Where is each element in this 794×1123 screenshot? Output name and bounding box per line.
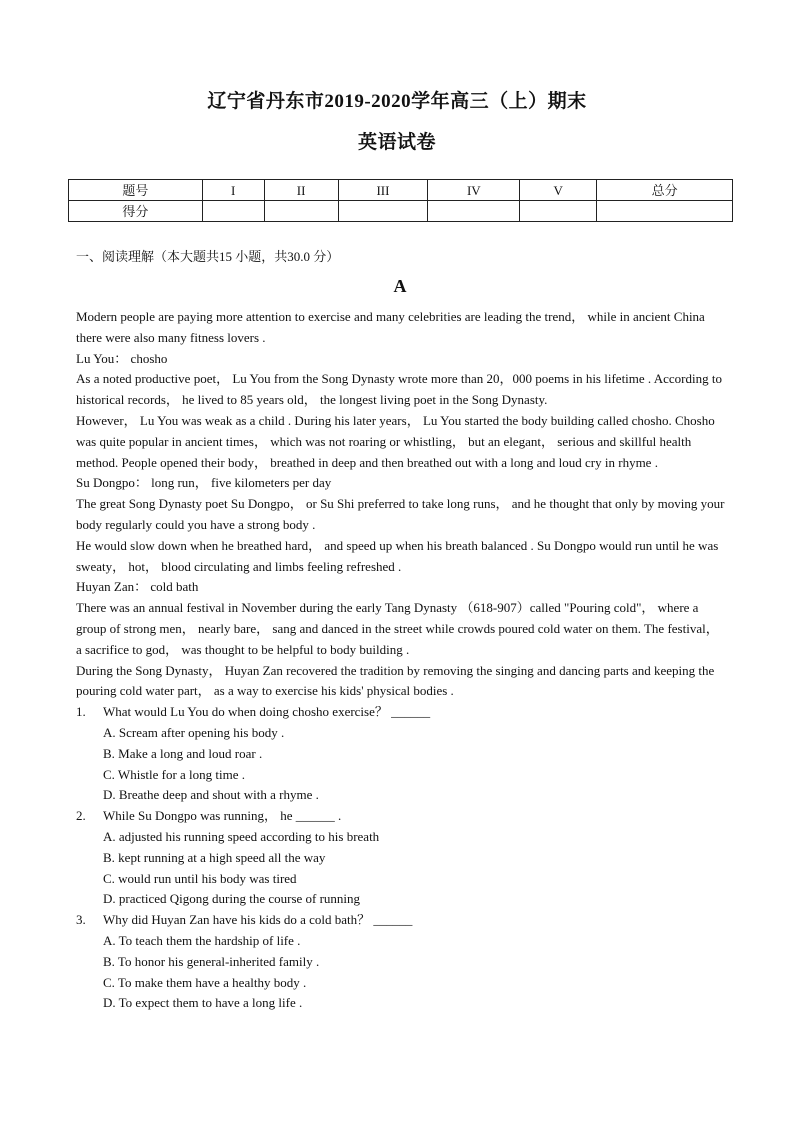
question-stem: Why did Huyan Zan have his kids do a cold bath？ ______ xyxy=(103,912,413,928)
score-cell: V xyxy=(520,180,597,201)
paragraph: Modern people are paying more attention to exercise and many celebrities are leading the trend， while in ancient China there were also many fitness lovers . xyxy=(76,309,705,345)
score-cell: III xyxy=(338,180,428,201)
question-number: 3. xyxy=(76,912,86,928)
option: B. To honor his general-inherited family . xyxy=(103,953,320,969)
question-stem: What would Lu You do when doing chosho exercise？ ______ xyxy=(103,704,431,720)
paragraph: However， Lu You was weak as a child . During his later years， Lu You started the body building called chosho. Chosho was quite popular in ancient times， which was not roaring or whistling， but an elegant， serious and skillful health method. People opened their body， breathed in deep and then breathed out with a long and loud cry in rhyme . xyxy=(76,412,715,470)
paragraph: He would slow down when he breathed hard， and speed up when his breath balanced . Su Dongpo would run until he was sweaty， hot， blood circulating and limbs feeling refreshed . xyxy=(76,537,719,574)
score-cell xyxy=(520,201,597,222)
paragraph: There was an annual festival in November during the early Tang Dynasty （618-907）called "Pouring cold"， where a group of strong men， nearly bare， sang and danced in the street while crowds poured cold water on them. The festival， a sacrifice to god， was thought to be helpful to body building . xyxy=(76,600,719,657)
question-number: 1. xyxy=(76,704,86,720)
paragraph: Su Dongpo： long run， five kilometers per day xyxy=(76,475,332,491)
score-cell xyxy=(338,201,428,222)
score-cell xyxy=(202,201,264,222)
option: D. practiced Qigong during the course of running xyxy=(103,891,361,907)
score-cell: IV xyxy=(428,180,520,201)
paragraph: Huyan Zan： cold bath xyxy=(76,579,199,595)
option: D. To expect them to have a long life . xyxy=(103,995,303,1011)
score-cell: I xyxy=(202,180,264,201)
option: A. To teach them the hardship of life . xyxy=(103,932,301,948)
document-subtitle: 英语试卷 xyxy=(357,132,436,153)
option: B. Make a long and loud roar . xyxy=(103,745,263,761)
option: C. Whistle for a long time . xyxy=(103,766,246,782)
document-title: 辽宁省丹东市2019-2020学年高三（上）期末 xyxy=(207,91,587,112)
question-3 xyxy=(76,910,726,1014)
option: C. To make them have a healthy body . xyxy=(103,974,307,990)
score-cell: 总分 xyxy=(597,180,733,201)
option: D. Breathe deep and shout with a rhyme . xyxy=(103,787,319,803)
section-heading: 一、阅读理解（本大题共15 小题，共30.0 分） xyxy=(76,249,340,264)
option: A. adjusted his running speed according to his breath xyxy=(103,828,380,844)
paragraph: The great Song Dynasty poet Su Dongpo， or Su Shi preferred to take long runs， and he thought that only by moving your body regularly could you have a strong body . xyxy=(76,496,725,532)
question-stem: While Su Dongpo was running， he ______ . xyxy=(103,808,342,824)
paragraph: During the Song Dynasty， Huyan Zan recovered the tradition by removing the singing and dancing parts and keeping the pouring cold water part， as a way to exercise his kids' physical bodies . xyxy=(76,662,715,699)
score-cell: 得分 xyxy=(69,201,203,222)
score-table-header-row xyxy=(69,180,733,201)
option: C. would run until his body was tired xyxy=(103,870,297,886)
passage-body xyxy=(76,307,726,1014)
option: A. Scream after opening his body . xyxy=(103,724,285,740)
paragraph: As a noted productive poet， Lu You from the Song Dynasty wrote more than 20，000 poems in his lifetime . According to historical records， he lived to 85 years old， the longest living poet in the Song Dynasty. xyxy=(76,371,722,408)
score-table-score-row xyxy=(69,201,733,222)
score-cell xyxy=(428,201,520,222)
score-cell xyxy=(597,201,733,222)
question-2 xyxy=(76,806,726,910)
question-number: 2. xyxy=(76,808,86,824)
score-table xyxy=(68,179,733,222)
passage-label: A xyxy=(393,276,407,296)
option: B. kept running at a high speed all the way xyxy=(103,849,326,865)
score-cell: 题号 xyxy=(69,180,203,201)
question-1 xyxy=(76,702,726,806)
score-cell: II xyxy=(264,180,338,201)
paragraph: Lu You： chosho xyxy=(76,350,168,366)
score-cell xyxy=(264,201,338,222)
